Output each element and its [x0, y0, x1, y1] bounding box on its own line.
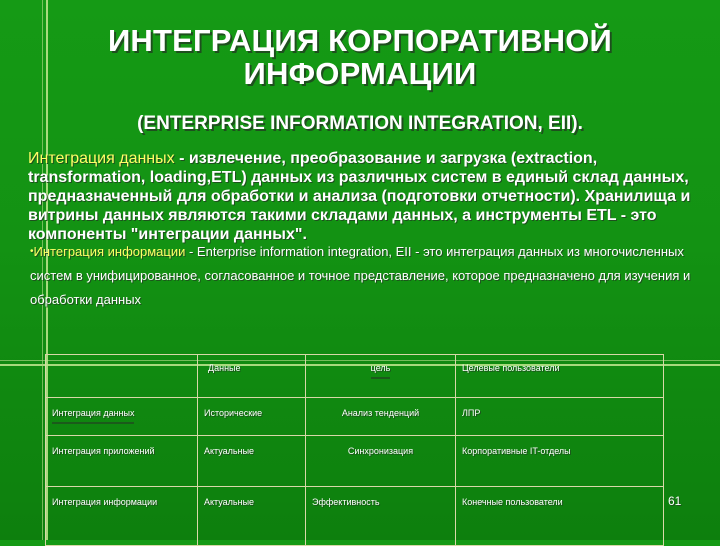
- table-cell: [46, 398, 198, 436]
- data-integration-paragraph: [28, 149, 694, 244]
- information-integration-paragraph: [30, 240, 694, 312]
- header-data-label: Данные: [208, 363, 241, 373]
- bullet-icon: •: [30, 246, 34, 257]
- table-row: [46, 487, 664, 546]
- table-cell: Исторические: [198, 398, 306, 436]
- table-header-cell: Целевые пользователи: [456, 355, 664, 398]
- data-integration-term: Интеграция данных: [28, 150, 175, 167]
- table-header-cell: [46, 355, 198, 398]
- row-label: Интеграция данных: [52, 404, 134, 424]
- table-header-row: [46, 355, 664, 398]
- title-line-1: ИНТЕГРАЦИЯ КОРПОРАТИВНОЙ: [107, 23, 613, 58]
- data-integration-definition: - извлечение, преобразование и загрузка (extraction, transformation, loading,ETL) данных из различных систем в единый склад данных, предназначенный для обработки и анализа (подготовки отчетности). Хранилища и витрины данных являются такими складами данных, а инструменты ETL - это компоненты "интеграции данных".: [28, 150, 691, 243]
- table-cell: Актуальные: [198, 436, 306, 487]
- integration-comparison-table: [45, 354, 664, 546]
- table-cell: Эффективность: [306, 487, 456, 546]
- page-number: 61: [668, 494, 682, 508]
- information-integration-definition: - Enterprise information integration, EII - это интеграция данных из многочисленных систем в унифицированное, согласованное и точное представление, которое предназначено для изучения и обработки данных: [30, 244, 691, 307]
- table-cell: Конечные пользователи: [456, 487, 664, 546]
- table-cell: ЛПР: [456, 398, 664, 436]
- table-header-cell: [198, 355, 306, 398]
- table-cell: Актуальные: [198, 487, 306, 546]
- slide-subtitle: (ENTERPRISE INFORMATION INTEGRATION, EII).: [137, 113, 583, 134]
- table-cell: Анализ тенденций: [306, 398, 456, 436]
- table-cell: Синхронизация: [306, 436, 456, 487]
- table-row: [46, 436, 664, 487]
- table-cell: Интеграция приложений: [46, 436, 198, 487]
- table-cell: Корпоративные IT-отделы: [456, 436, 664, 487]
- table-cell: Интеграция информации: [46, 487, 198, 546]
- slide-title: [0, 24, 720, 90]
- title-line-2: ИНФОРМАЦИИ: [243, 56, 477, 91]
- table-row: [46, 398, 664, 436]
- table-header-cell: [306, 355, 456, 398]
- header-goal-label: цель: [371, 359, 391, 379]
- information-integration-term: Интеграция информации: [33, 244, 186, 259]
